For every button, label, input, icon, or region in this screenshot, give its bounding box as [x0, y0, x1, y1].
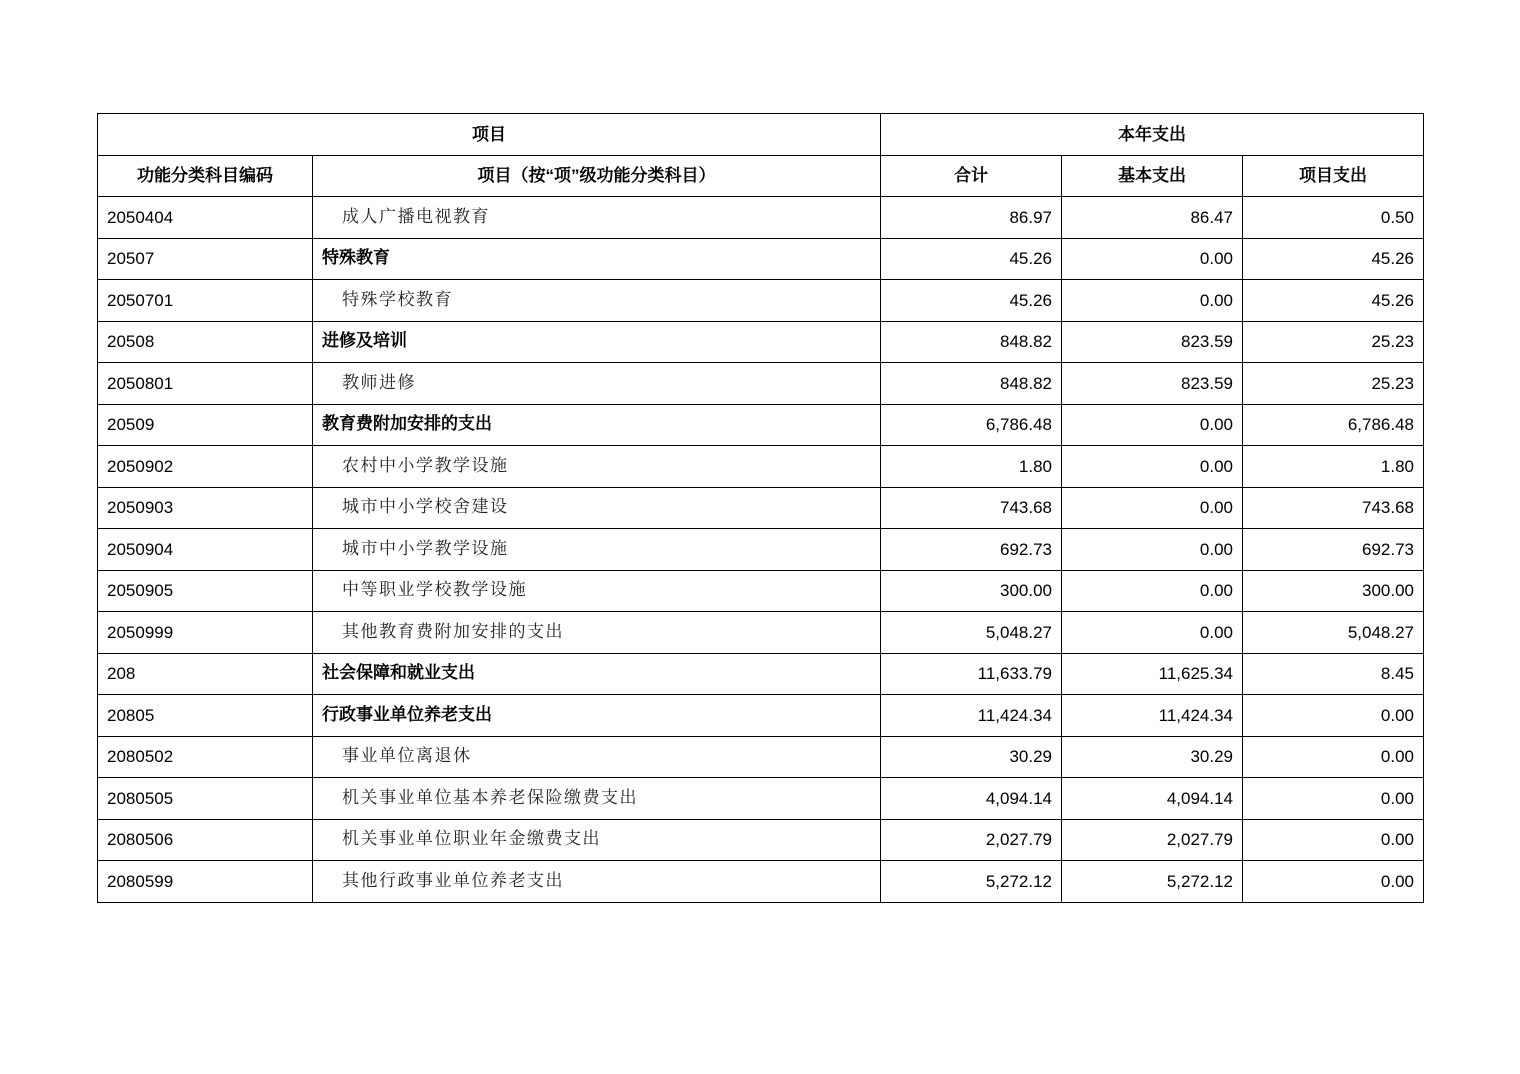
- cell-program: 0.00: [1243, 736, 1424, 778]
- cell-total: 6,786.48: [881, 404, 1062, 446]
- cell-code: 2080505: [98, 778, 313, 820]
- cell-total: 5,272.12: [881, 861, 1062, 903]
- cell-item-name: 中等职业学校教学设施: [313, 570, 881, 612]
- cell-item-name: 其他教育费附加安排的支出: [313, 612, 881, 654]
- expenditure-table: [97, 113, 1424, 903]
- cell-item-name: 城市中小学教学设施: [313, 529, 881, 571]
- header-row-top: [98, 114, 1424, 156]
- table-row: [98, 197, 1424, 239]
- cell-total: 5,048.27: [881, 612, 1062, 654]
- cell-code: 2080599: [98, 861, 313, 903]
- cell-basic: 0.00: [1062, 280, 1243, 322]
- table-row: [98, 487, 1424, 529]
- cell-item-name: 社会保障和就业支出: [313, 653, 881, 695]
- table-row: [98, 861, 1424, 903]
- cell-program: 6,786.48: [1243, 404, 1424, 446]
- cell-item-name: 农村中小学教学设施: [313, 446, 881, 488]
- table-row: [98, 363, 1424, 405]
- cell-code: 2050701: [98, 280, 313, 322]
- cell-item-name: 机关事业单位基本养老保险缴费支出: [313, 778, 881, 820]
- cell-total: 743.68: [881, 487, 1062, 529]
- cell-code: 2080506: [98, 819, 313, 861]
- cell-item-name: 机关事业单位职业年金缴费支出: [313, 819, 881, 861]
- cell-basic: 823.59: [1062, 321, 1243, 363]
- cell-item-name: 教育费附加安排的支出: [313, 404, 881, 446]
- cell-code: 20507: [98, 238, 313, 280]
- cell-item-name: 特殊学校教育: [313, 280, 881, 322]
- header-program: 项目支出: [1243, 155, 1424, 197]
- cell-code: 2050404: [98, 197, 313, 239]
- cell-program: 743.68: [1243, 487, 1424, 529]
- header-basic: 基本支出: [1062, 155, 1243, 197]
- cell-program: 45.26: [1243, 238, 1424, 280]
- cell-basic: 0.00: [1062, 612, 1243, 654]
- cell-total: 848.82: [881, 363, 1062, 405]
- table-row: [98, 819, 1424, 861]
- cell-code: 2050903: [98, 487, 313, 529]
- cell-item-name: 城市中小学校舍建设: [313, 487, 881, 529]
- cell-code: 2080502: [98, 736, 313, 778]
- cell-basic: 0.00: [1062, 487, 1243, 529]
- cell-total: 86.97: [881, 197, 1062, 239]
- cell-program: 0.00: [1243, 861, 1424, 903]
- cell-program: 0.50: [1243, 197, 1424, 239]
- header-project: 项目: [98, 114, 881, 156]
- cell-basic: 5,272.12: [1062, 861, 1243, 903]
- cell-basic: 0.00: [1062, 238, 1243, 280]
- cell-item-name: 教师进修: [313, 363, 881, 405]
- cell-total: 30.29: [881, 736, 1062, 778]
- cell-program: 300.00: [1243, 570, 1424, 612]
- cell-program: 8.45: [1243, 653, 1424, 695]
- cell-basic: 0.00: [1062, 446, 1243, 488]
- table-row: [98, 612, 1424, 654]
- cell-basic: 0.00: [1062, 404, 1243, 446]
- header-current-year: 本年支出: [881, 114, 1424, 156]
- cell-program: 25.23: [1243, 363, 1424, 405]
- cell-item-name: 进修及培训: [313, 321, 881, 363]
- header-row-columns: [98, 155, 1424, 197]
- cell-code: 20805: [98, 695, 313, 737]
- cell-program: 25.23: [1243, 321, 1424, 363]
- cell-total: 848.82: [881, 321, 1062, 363]
- table-row: [98, 736, 1424, 778]
- cell-program: 5,048.27: [1243, 612, 1424, 654]
- cell-code: 20509: [98, 404, 313, 446]
- cell-code: 2050905: [98, 570, 313, 612]
- table-row: [98, 778, 1424, 820]
- cell-program: 0.00: [1243, 778, 1424, 820]
- cell-basic: 0.00: [1062, 570, 1243, 612]
- cell-item-name: 其他行政事业单位养老支出: [313, 861, 881, 903]
- table-row: [98, 280, 1424, 322]
- cell-total: 11,633.79: [881, 653, 1062, 695]
- cell-basic: 823.59: [1062, 363, 1243, 405]
- table-row: [98, 321, 1424, 363]
- cell-code: 20508: [98, 321, 313, 363]
- cell-program: 1.80: [1243, 446, 1424, 488]
- cell-item-name: 成人广播电视教育: [313, 197, 881, 239]
- cell-basic: 0.00: [1062, 529, 1243, 571]
- cell-basic: 11,424.34: [1062, 695, 1243, 737]
- cell-basic: 11,625.34: [1062, 653, 1243, 695]
- header-code: 功能分类科目编码: [98, 155, 313, 197]
- cell-program: 45.26: [1243, 280, 1424, 322]
- cell-code: 2050904: [98, 529, 313, 571]
- cell-basic: 4,094.14: [1062, 778, 1243, 820]
- cell-total: 2,027.79: [881, 819, 1062, 861]
- cell-code: 2050999: [98, 612, 313, 654]
- table-row: [98, 238, 1424, 280]
- cell-item-name: 特殊教育: [313, 238, 881, 280]
- cell-item-name: 行政事业单位养老支出: [313, 695, 881, 737]
- cell-total: 1.80: [881, 446, 1062, 488]
- cell-basic: 2,027.79: [1062, 819, 1243, 861]
- cell-total: 45.26: [881, 280, 1062, 322]
- cell-total: 11,424.34: [881, 695, 1062, 737]
- cell-basic: 30.29: [1062, 736, 1243, 778]
- cell-item-name: 事业单位离退休: [313, 736, 881, 778]
- table-row: [98, 570, 1424, 612]
- cell-total: 45.26: [881, 238, 1062, 280]
- cell-code: 2050902: [98, 446, 313, 488]
- table-row: [98, 404, 1424, 446]
- table-row: [98, 446, 1424, 488]
- cell-code: 2050801: [98, 363, 313, 405]
- cell-program: 0.00: [1243, 819, 1424, 861]
- cell-program: 692.73: [1243, 529, 1424, 571]
- cell-code: 208: [98, 653, 313, 695]
- header-item: 项目（按“项”级功能分类科目）: [313, 155, 881, 197]
- table-row: [98, 653, 1424, 695]
- table-row: [98, 695, 1424, 737]
- cell-total: 692.73: [881, 529, 1062, 571]
- cell-total: 4,094.14: [881, 778, 1062, 820]
- header-total: 合计: [881, 155, 1062, 197]
- cell-total: 300.00: [881, 570, 1062, 612]
- cell-basic: 86.47: [1062, 197, 1243, 239]
- table-body: [98, 197, 1424, 903]
- table-row: [98, 529, 1424, 571]
- cell-program: 0.00: [1243, 695, 1424, 737]
